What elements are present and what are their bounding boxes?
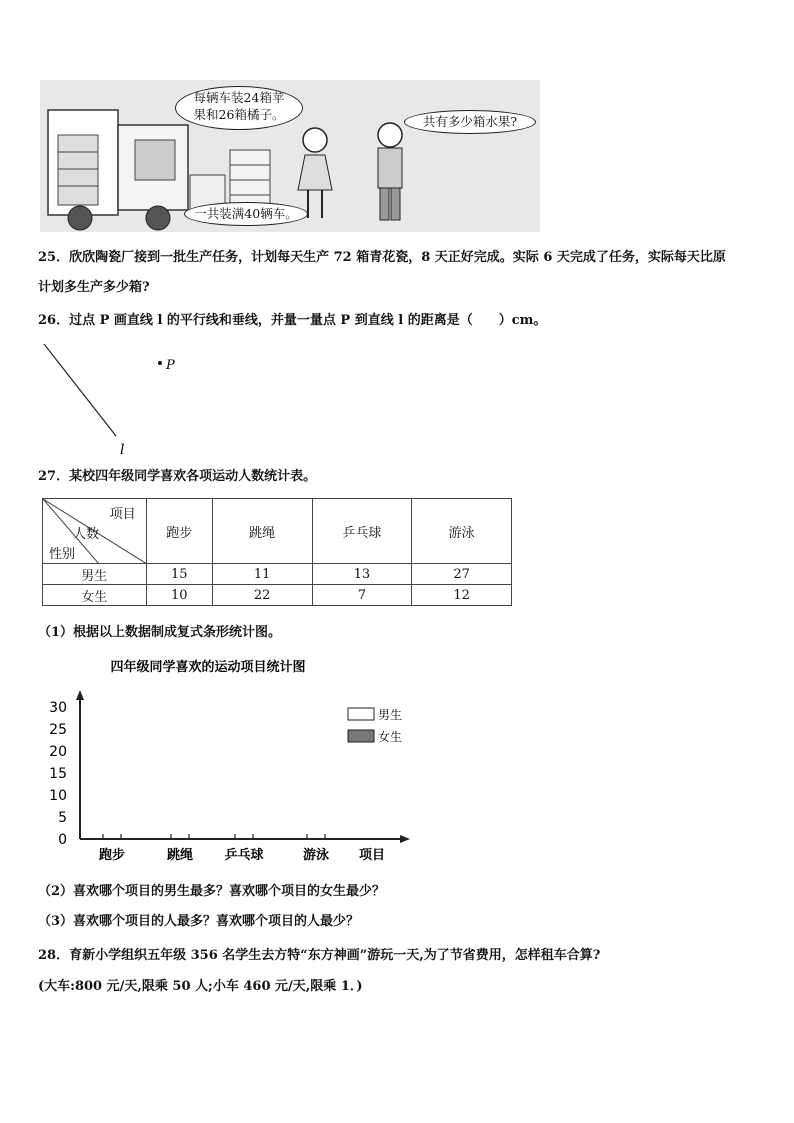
- legend-label: 男生: [378, 708, 403, 722]
- column-header: 乒乓球: [312, 499, 412, 564]
- x-tick-label: 游泳: [302, 848, 330, 863]
- chart-legend: [348, 707, 402, 744]
- speech-bubble-left-text: 每辆车装24箱苹果和26箱橘子。: [193, 90, 285, 122]
- x-axis-arrow: [400, 835, 410, 843]
- table-row: [43, 585, 512, 606]
- y-tick-label: 5: [58, 810, 67, 826]
- table-cell: 10: [146, 585, 212, 606]
- y-tick-label: 20: [49, 744, 67, 760]
- table-cell: 12: [412, 585, 512, 606]
- table-row: [43, 564, 512, 585]
- point-p: [158, 361, 162, 365]
- row-label: 男生: [43, 564, 147, 585]
- double-bar-chart: [40, 652, 420, 867]
- table-corner-header: [43, 499, 147, 564]
- table-cell: 7: [312, 585, 412, 606]
- line-l-label: l: [120, 442, 125, 458]
- y-tick-label: 15: [49, 766, 67, 782]
- y-axis-arrow: [76, 690, 84, 700]
- corner-label-gender: 性别: [49, 547, 76, 562]
- speech-bubble-right: [404, 110, 536, 134]
- word-problem-illustration: [40, 80, 540, 232]
- row-label: 女生: [43, 585, 147, 606]
- column-header: 跑步: [146, 499, 212, 564]
- legend-swatch: [348, 708, 374, 720]
- question-28-line-1: 28．育新小学组织五年级 356 名学生去方特“东方神画”游玩一天,为了节省费用，怎样租车合算?: [38, 948, 601, 963]
- legend-swatch: [348, 730, 374, 742]
- chart-title: 四年级同学喜欢的运动项目统计图: [110, 660, 306, 675]
- y-tick-label: 25: [49, 722, 67, 738]
- x-axis-label: 项目: [358, 848, 386, 863]
- question-28-line-2: (大车:800 元/天,限乘 50 人;小车 460 元/天,限乘 1．): [38, 979, 363, 994]
- question-27-sub-3: （3）喜欢哪个项目的人最多？喜欢哪个项目的人最少？: [38, 914, 360, 929]
- question-27-title: 27．某校四年级同学喜欢各项运动人数统计表。: [38, 469, 317, 484]
- column-header: 跳绳: [212, 499, 312, 564]
- question-27-sub-2: （2）喜欢哪个项目的男生最多？喜欢哪个项目的女生最少？: [38, 884, 386, 899]
- x-tick-label: 跑步: [98, 848, 126, 863]
- question-26-text: 26．过点 P 画直线 l 的平行线和垂线，并量一量点 P 到直线 l 的距离是（ ）cm。: [38, 313, 547, 328]
- question-25-line-2: 计划多生产多少箱?: [38, 280, 150, 295]
- column-header: 游泳: [412, 499, 512, 564]
- point-p-label: P: [166, 358, 175, 373]
- table-cell: 27: [412, 564, 512, 585]
- chart-y-ticks: [49, 700, 67, 848]
- legend-label: 女生: [378, 730, 403, 744]
- x-tick-label: 乒乓球: [224, 848, 264, 863]
- speech-bubble-bottom-text: 一共装满40辆车。: [194, 206, 298, 221]
- x-tick-label: 跳绳: [166, 848, 194, 863]
- question-25-line-1: 25．欣欣陶瓷厂接到一批生产任务，计划每天生产 72 箱青花瓷，8 天正好完成。实际 6 天完成了任务，实际每天比原: [38, 250, 726, 265]
- line-l: [44, 344, 116, 436]
- question-27-sub-1: （1）根据以上数据制成复式条形统计图。: [38, 625, 282, 640]
- speech-bubble-left: [175, 86, 303, 130]
- table-cell: 11: [212, 564, 312, 585]
- table-cell: 15: [146, 564, 212, 585]
- speech-bubble-bottom: [184, 202, 308, 226]
- table-cell: 13: [312, 564, 412, 585]
- y-tick-label: 10: [49, 788, 67, 804]
- line-and-point-figure: [36, 336, 216, 461]
- y-tick-label: 0: [58, 832, 67, 848]
- corner-label-project: 项目: [109, 507, 136, 522]
- speech-bubble-right-text: 共有多少箱水果?: [422, 114, 518, 129]
- corner-label-count: 人数: [73, 527, 100, 542]
- y-tick-label: 30: [49, 700, 67, 716]
- table-cell: 22: [212, 585, 312, 606]
- sports-statistics-table: [42, 498, 512, 606]
